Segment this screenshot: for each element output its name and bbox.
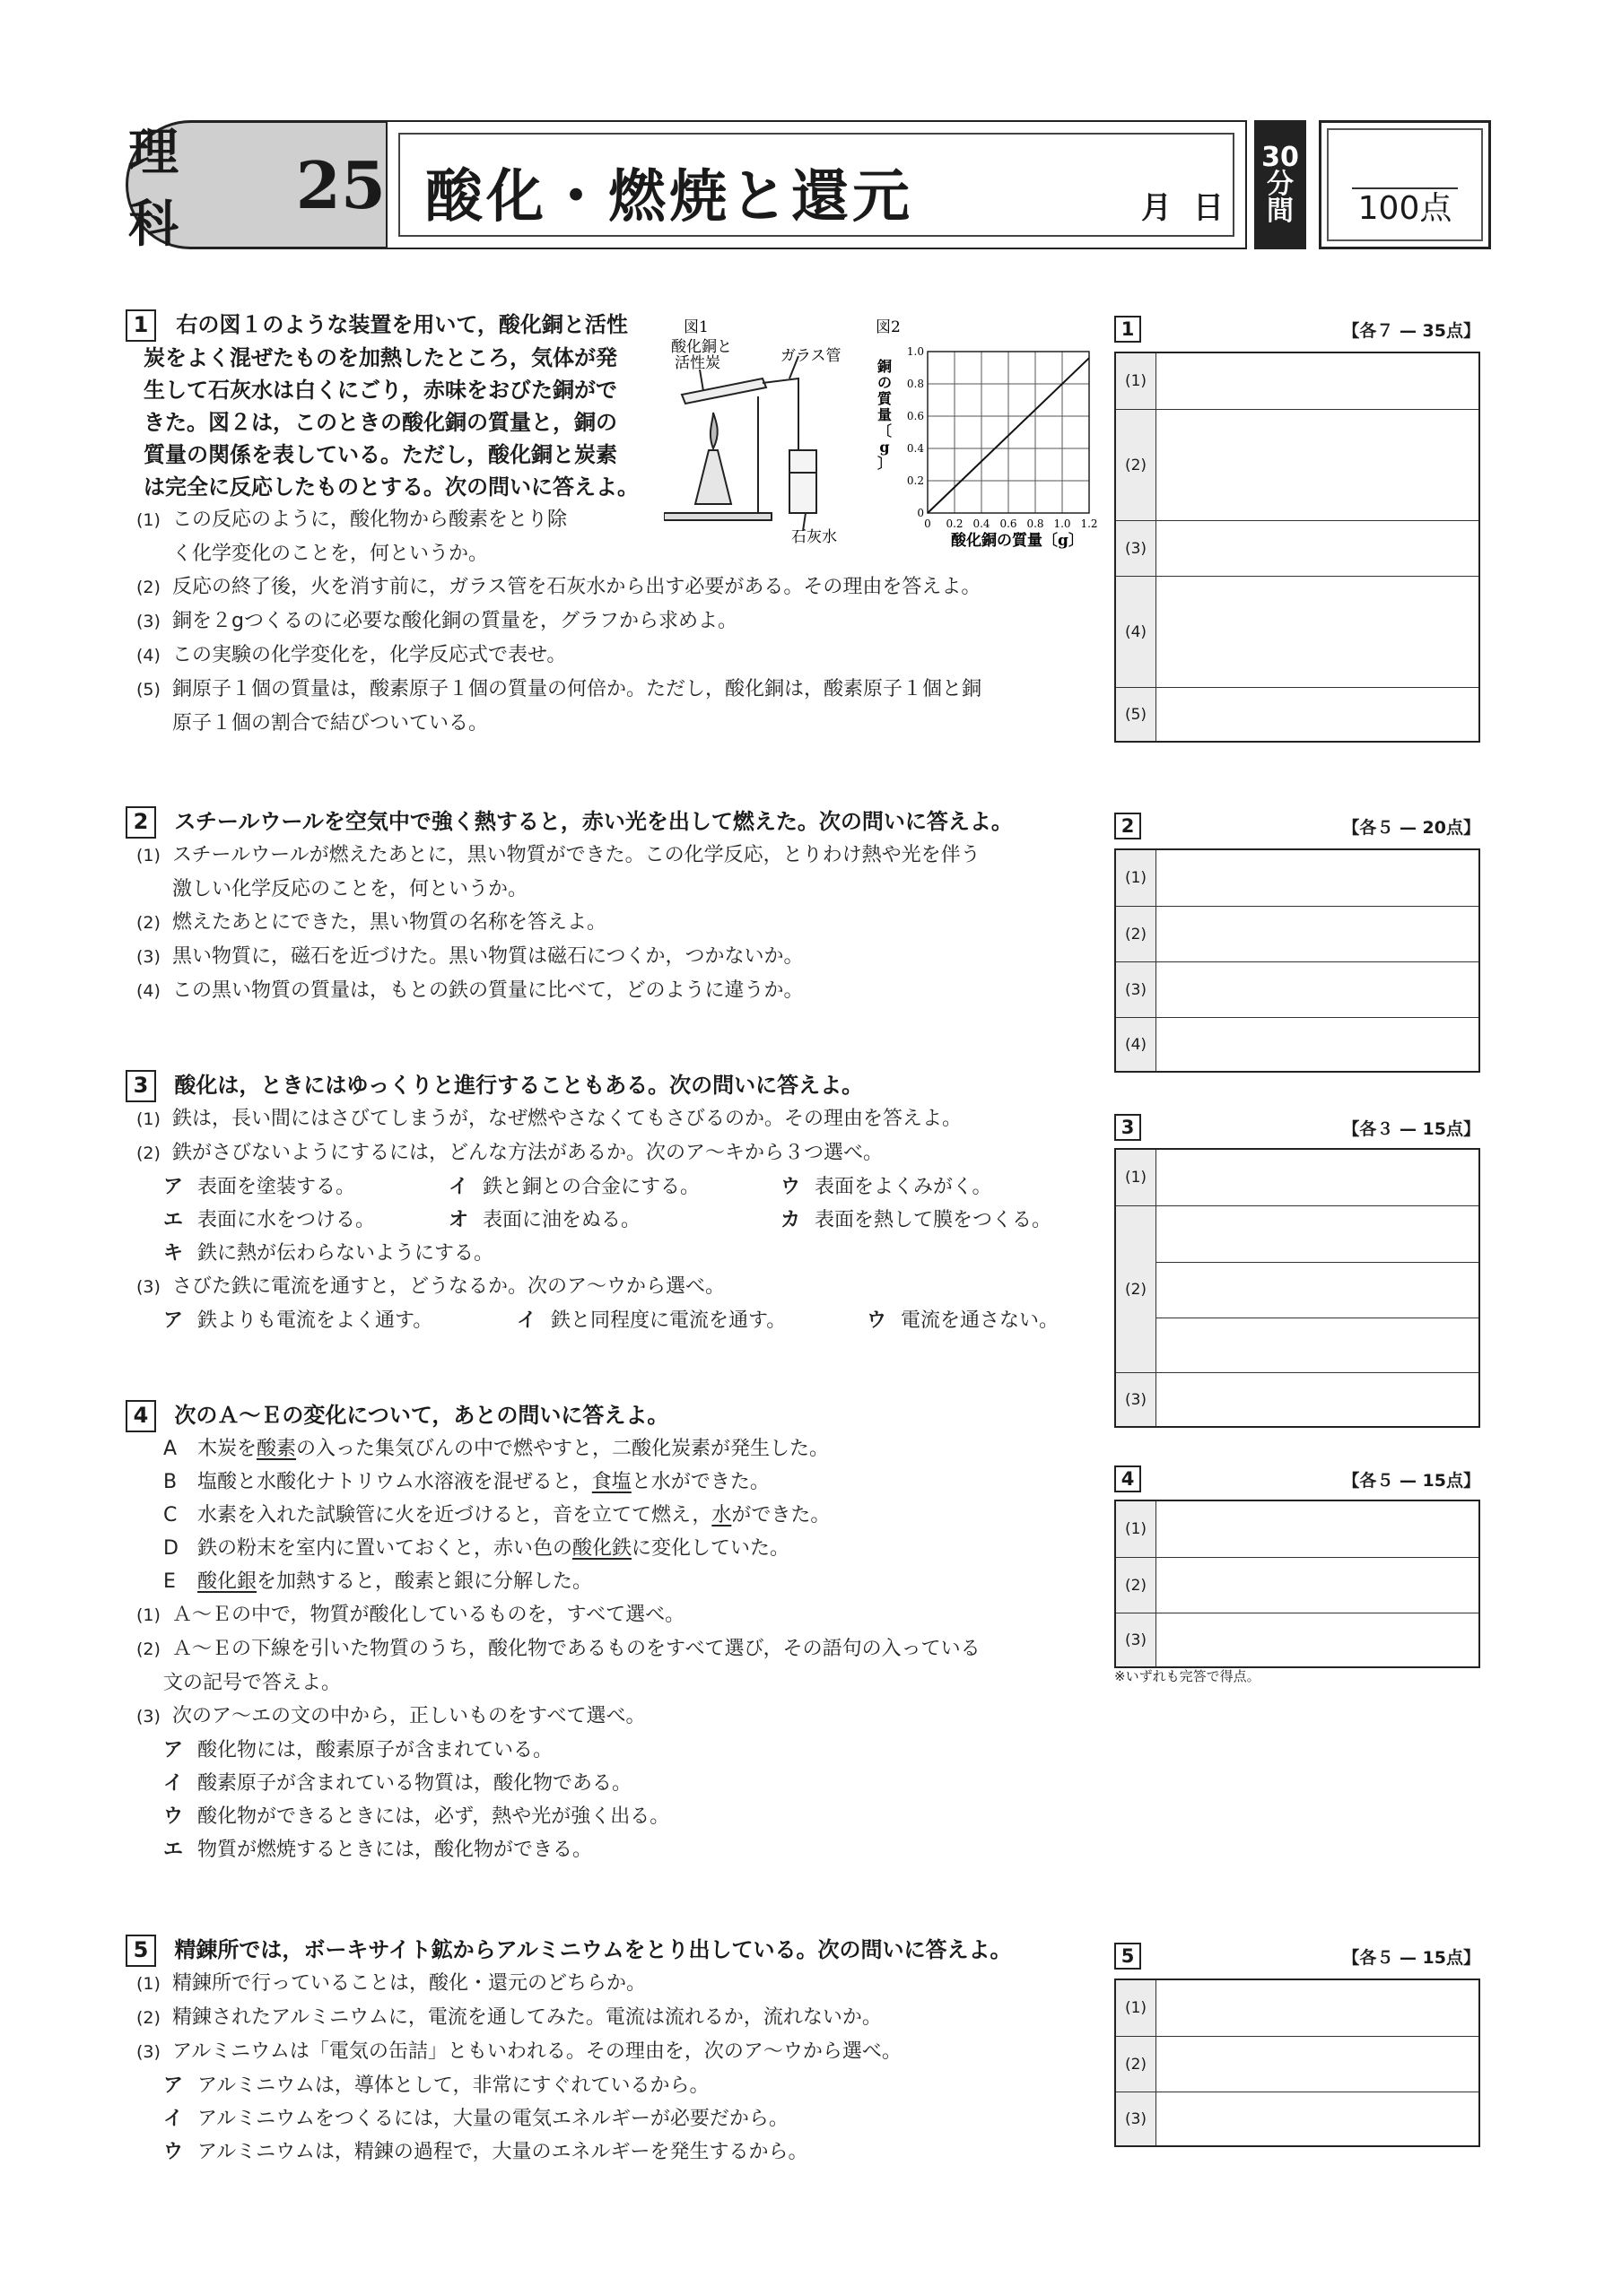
question-2 (126, 805, 1013, 1008)
answer-4-table (1114, 1500, 1480, 1668)
score-box[interactable] (1319, 120, 1491, 249)
answer-row[interactable]: (1) (1116, 850, 1478, 906)
sub-question: (1) 精錬所で行っていることは，酸化・還元のどちらか。 (136, 1972, 647, 1995)
change-item: B 塩酸と水酸化ナトリウム水溶液を混ぜると，食塩と水ができた。 (163, 1471, 770, 1493)
option-item: ウ 酸化物ができるときには，必ず，熱や光が強く出る。 (163, 1805, 670, 1828)
question-5 (126, 1934, 1011, 2169)
question-number: 2 (126, 806, 156, 839)
answer-number: 3 (1114, 1114, 1141, 1141)
sub-question: (3) アルミニウムは「電気の缶詰」ともいわれる。その理由を，次のア～ウから選べ。 (136, 2040, 902, 2063)
sub-question: (4) この黒い物質の質量は，もとの鉄の質量に比べて，どのように違うか。 (136, 979, 804, 1002)
figure-1-label: ガラス管 (780, 347, 842, 365)
figure-2-chart (870, 316, 1103, 576)
chart-x-tick-label: 1.0 (1053, 517, 1071, 530)
option-row: ア 表面を塗装する。 イ 鉄と銅との合金にする。 ウ 表面をよくみがく。 (163, 1176, 992, 1198)
question-1-lead-line: 1 右の図１のような装置を用いて，酸化銅と活性 (126, 309, 981, 342)
time-limit-unit-2: 間 (1267, 196, 1294, 227)
answer-points: 【各５ — 20点】 (1342, 818, 1480, 838)
time-limit-number: 30 (1261, 142, 1299, 173)
option-item: イ アルミニウムをつくるには，大量の電気エネルギーが必要だから。 (163, 2108, 789, 2130)
answer-row[interactable]: (3) (1116, 1613, 1478, 1666)
subject-badge (126, 120, 386, 254)
chart-y-tick-label: 0.6 (906, 410, 924, 422)
option-item: ウ アルミニウムは，精錬の過程で，大量のエネルギーを発生するから。 (163, 2141, 808, 2163)
question-3-lead: 3 酸化は，ときにはゆっくりと進行することもある。次の問いに答えよ。 (126, 1069, 962, 1102)
figure-1-label: 酸化銅と (671, 338, 732, 356)
sub-question: 激しい化学反応のことを，何というか。 (172, 878, 528, 900)
question-number: 4 (126, 1400, 156, 1432)
pointer-line (700, 370, 703, 391)
answer-number: 5 (1114, 1943, 1141, 1970)
change-item: C 水素を入れた試験管に火を近づけると，音を立てて燃え，水ができた。 (163, 1504, 831, 1526)
question-1-lead-line: きた。図２は，このときの酸化銅の質量と，銅の (144, 410, 617, 435)
chart-x-tick-label: 0.4 (972, 517, 990, 530)
option-row: キ 鉄に熱が伝わらないようにする。 (163, 1242, 494, 1265)
question-1-lead-line: 炭をよく混ぜたものを加熱したところ，気体が発 (144, 345, 617, 370)
question-5-lead: 5 精錬所では，ボーキサイト鉱からアルミニウムをとり出している。次の問いに答えよ。 (126, 1934, 1011, 1967)
sub-question: (2) 精錬されたアルミニウムに，電流を通してみた。電流は流れるか，流れないか。 (136, 2006, 882, 2029)
answer-2-header (1114, 813, 1480, 843)
sub-question: (3) さびた鉄に電流を通すと，どうなるか。次のア～ウから選べ。 (136, 1275, 726, 1298)
change-item: D 鉄の粉末を室内に置いておくと，赤い色の酸化鉄に変化していた。 (163, 1537, 790, 1560)
option-item: ア アルミニウムは，導体として，非常にすぐれているから。 (163, 2074, 710, 2097)
answer-5-table (1114, 1979, 1480, 2147)
title-frame (398, 133, 1234, 237)
question-1-lead-line: 生して石灰水は白くにごり，赤味をおびた銅がで (144, 378, 617, 403)
sub-question: (1) この反応のように，酸化物から酸素をとり除 (136, 509, 568, 531)
sub-question: (2) 反応の終了後，火を消す前に，ガラス管を石灰水から出す必要がある。その理由を答えよ。 (136, 576, 981, 598)
chart-y-tick-label: 0.4 (906, 442, 924, 455)
question-number: 3 (126, 1070, 156, 1102)
answer-row[interactable]: (2) (1116, 906, 1478, 961)
answer-row[interactable]: (2) (1116, 1557, 1478, 1613)
option-item: イ 酸素原子が含まれている物質は，酸化物である。 (163, 1772, 632, 1795)
option-item: ア 酸化物には，酸素原子が含まれている。 (163, 1739, 554, 1761)
chart-y-tick-label: 0.8 (906, 378, 924, 390)
question-1-lead-line: は完全に反応したものとする。次の問いに答えよ。 (144, 474, 639, 500)
answer-points: 【各５ — 15点】 (1342, 1471, 1480, 1491)
title-box (386, 120, 1247, 249)
figure-1-label: 石灰水 (791, 528, 837, 546)
chart-y-axis-label (876, 358, 893, 472)
question-3 (126, 1069, 1060, 1337)
option-item: エ 物質が燃焼するときには，酸化物ができる。 (163, 1839, 593, 1861)
date-day-label: 日 (1193, 190, 1224, 226)
option-row: ア 鉄よりも電流をよく通す。 イ 鉄と同程度に電流を通す。 ウ 電流を通さない。 (163, 1309, 1060, 1332)
burner (695, 450, 731, 504)
unit-number: 25 (295, 146, 386, 223)
sub-question: (1) Ａ～Ｅの中で，物質が酸化しているものを，すべて選べ。 (136, 1604, 685, 1626)
chart-x-tick-label: 0 (924, 517, 931, 530)
answer-row[interactable]: (1) (1116, 1501, 1478, 1557)
answer-3-header (1114, 1114, 1480, 1144)
answer-row[interactable]: (3) (1116, 961, 1478, 1017)
sub-question: 文の記号で答えよ。 (163, 1672, 342, 1694)
answer-row[interactable]: (1) (1116, 1150, 1478, 1205)
sub-question: (4) この実験の化学変化を，化学反応式で表せ。 (136, 644, 567, 666)
answer-row[interactable]: (2) (1116, 2036, 1478, 2092)
answer-3-table (1114, 1148, 1480, 1428)
chart-y-tick-label: 0 (917, 507, 924, 519)
question-4 (126, 1399, 981, 1866)
question-2-lead: 2 スチールウールを空気中で強く熱すると，赤い光を出して燃えた。次の問いに答えよ。 (126, 805, 1013, 839)
sub-question: (2) Ａ～Ｅの下線を引いた物質のうち，酸化物であるものをすべて選び，その語句の入っている (136, 1638, 981, 1660)
chart-y-label-char: 質 (876, 390, 893, 407)
chart-y-label-char: の (876, 374, 893, 391)
test-tube (682, 378, 766, 404)
answer-points: 【各５ — 15点】 (1342, 1948, 1480, 1968)
chart-x-tick-label: 1.2 (1080, 517, 1098, 530)
change-item: A 木炭を酸素の入った集気びんの中で燃やすと，二酸化炭素が発生した。 (163, 1438, 830, 1460)
option-row: エ 表面に水をつける。 オ 表面に油をぬる。 カ 表面を熱して膜をつくる。 (163, 1209, 1052, 1231)
chart-y-label-char: 〔 (876, 422, 893, 439)
score-total: 100点 (1357, 190, 1452, 227)
time-limit-badge (1254, 120, 1306, 249)
answer-row[interactable]: (1) (1116, 353, 1478, 409)
subject-label: 理 科 (128, 123, 191, 254)
chart-y-label-char: 銅 (876, 358, 893, 375)
sub-question: (3) 銅を２gつくるのに必要な酸化銅の質量を，グラフから求めよ。 (136, 610, 737, 632)
answer-1-header (1114, 316, 1480, 346)
answer-points: 【各３ — 15点】 (1342, 1119, 1480, 1139)
figure-1-label: 活性炭 (675, 354, 720, 372)
question-1-lead-line: 質量の関係を表している。ただし，酸化銅と炭素 (144, 442, 617, 467)
answer-number: 2 (1114, 813, 1141, 839)
answer-row[interactable]: (5) (1116, 687, 1478, 741)
score-frame (1327, 128, 1483, 241)
chart-x-tick-label: 0.8 (1026, 517, 1044, 530)
question-1 (126, 309, 981, 740)
answer-row[interactable]: (3) (1116, 2092, 1478, 2145)
sub-question: (1) 鉄は，長い間にはさびてしまうが，なぜ燃やさなくてもさびるのか。その理由を答えよ。 (136, 1108, 963, 1130)
sub-question: (3) 黒い物質に，磁石を近づけた。黒い物質は磁石につくか，つかないか。 (136, 945, 804, 968)
lime-water-tube (789, 450, 816, 513)
answer-number: 1 (1114, 316, 1141, 343)
question-number: 1 (126, 309, 156, 342)
chart-y-label-char: g (879, 439, 890, 456)
answer-row[interactable]: (1) (1116, 1980, 1478, 2036)
figure-1-apparatus (664, 316, 852, 549)
answer-row[interactable]: (3) (1116, 1372, 1478, 1426)
time-limit-unit: 分 (1267, 169, 1294, 200)
page-title: 酸化・燃焼と還元 (425, 163, 913, 230)
stand-base (664, 513, 772, 520)
answer-line (1155, 1262, 1478, 1263)
answer-row[interactable]: (4) (1116, 1017, 1478, 1071)
scoring-note: ※いずれも完答で得点。 (1114, 1668, 1260, 1684)
answer-4-header (1114, 1465, 1480, 1496)
answer-points: 【各７ — 35点】 (1342, 321, 1480, 341)
answer-1-table (1114, 352, 1480, 743)
answer-row[interactable]: (2) (1116, 1205, 1478, 1372)
sub-question: (2) 鉄がさびないようにするには，どんな方法があるか。次のア～キから３つ選べ。 (136, 1142, 884, 1164)
sub-question: (2) 燃えたあとにできた，黒い物質の名称を答えよ。 (136, 911, 607, 934)
answer-row[interactable]: (2) (1116, 409, 1478, 520)
sub-question: 原子１個の割合で結びついている。 (172, 712, 489, 735)
chart-title: 図2 (876, 318, 901, 336)
chart-y-tick-label: 1.0 (906, 345, 924, 358)
date-month-label: 月 (1141, 190, 1172, 226)
chart-y-label-char: 〕 (876, 455, 893, 472)
change-item: E 酸化銀を加熱すると，酸素と銀に分解した。 (163, 1570, 593, 1593)
answer-row[interactable]: (3) (1116, 520, 1478, 576)
chart-y-label-char: 量 (876, 406, 893, 423)
sub-question: く化学変化のことを，何というか。 (172, 543, 489, 565)
flame (711, 413, 718, 448)
sub-question: (5) 銅原子１個の質量は，酸素原子１個の質量の何倍か。ただし，酸化銅は，酸素原子１個と銅 (136, 678, 982, 700)
answer-number: 4 (1114, 1465, 1141, 1492)
chart-y-tick-label: 0.2 (906, 474, 924, 487)
sub-question: (3) 次のア～エの文の中から，正しいものをすべて選べ。 (136, 1705, 646, 1727)
chart-x-tick-label: 0.6 (999, 517, 1017, 530)
answer-2-table (1114, 848, 1480, 1073)
answer-row[interactable]: (4) (1116, 576, 1478, 687)
figure-1-title: 図1 (684, 318, 709, 336)
question-4-lead: 4 次のＡ～Ｅの変化について，あとの問いに答えよ。 (126, 1399, 981, 1432)
chart-x-tick-label: 0.2 (946, 517, 964, 530)
sub-question: (1) スチールウールが燃えたあとに，黒い物質ができた。この化学反応，とりわけ熱や光を伴う (136, 844, 981, 866)
question-number: 5 (126, 1935, 156, 1967)
chart-x-axis-label: 酸化銅の質量〔g〕 (951, 532, 1084, 550)
answer-5-header (1114, 1943, 1480, 1973)
